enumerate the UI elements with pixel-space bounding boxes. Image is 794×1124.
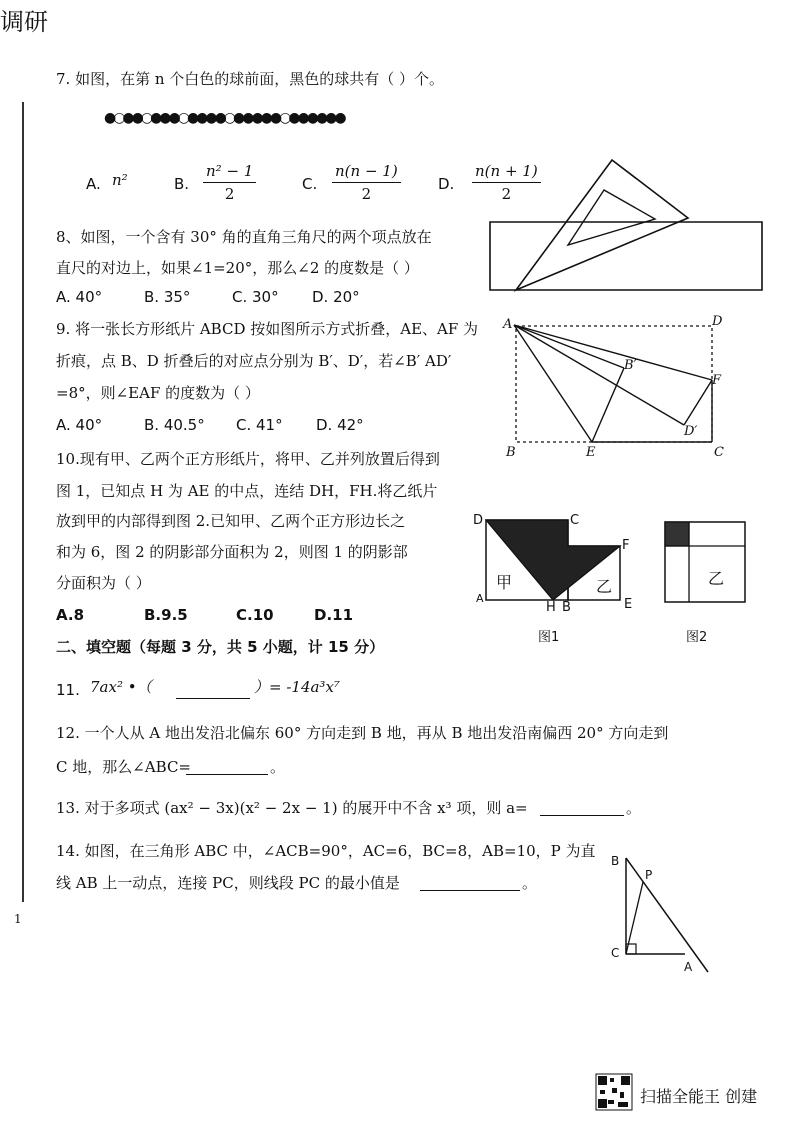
q14-end: 。 bbox=[522, 874, 538, 892]
q10-fig1-label-yi: 乙 bbox=[596, 577, 613, 596]
q10-fig1-caption: 图1 bbox=[538, 630, 560, 645]
q10-fig1-label-D: D bbox=[473, 513, 484, 528]
q10-fig1-label-A: A bbox=[476, 592, 484, 605]
q14-line-1: 14. 如图，在三角形 ABC 中，∠ACB=90°，AC=6，BC=8，AB=10，P 为直 bbox=[56, 842, 596, 860]
q10-line-5: 分面积为（ ） bbox=[56, 574, 151, 592]
q9-option-b: B. 40.5° bbox=[144, 416, 205, 434]
q9-label-F: F bbox=[712, 373, 722, 388]
q9-label-D-prime: D′ bbox=[684, 424, 698, 439]
q10-fig1-label-B: B bbox=[562, 600, 571, 615]
q10-line-2: 图 1，已知点 H 为 AE 的中点，连结 DH，FH.将乙纸片 bbox=[56, 482, 438, 500]
q10-option-c: C.10 bbox=[236, 606, 274, 624]
q8-option-a: A. 40° bbox=[56, 288, 103, 306]
q9-label-B-prime: B′ bbox=[624, 358, 637, 373]
q11-number: 11. bbox=[56, 681, 80, 699]
q10-fig1-label-F: F bbox=[622, 538, 630, 553]
q10-fig2-caption: 图2 bbox=[686, 630, 708, 645]
q10-line-3: 放到甲的内部得到图 2.已知甲、乙两个正方形边长之 bbox=[56, 512, 406, 530]
q7-option-b-denominator: 2 bbox=[224, 185, 235, 203]
q7-option-d-label: D. bbox=[438, 175, 455, 193]
q10-fig1-label-H: H bbox=[546, 600, 556, 615]
q10-option-a: A.8 bbox=[56, 606, 85, 624]
q7-option-b-label: B. bbox=[174, 175, 190, 193]
header-corner-text: 调研 bbox=[0, 8, 48, 36]
q9-option-d: D. 42° bbox=[316, 416, 364, 434]
q7-option-d-numerator: n(n + 1) bbox=[472, 162, 541, 183]
q9-label-E: E bbox=[586, 445, 596, 460]
q7-stem: 7. 如图，在第 n 个白色的球前面，黑色的球共有（ ）个。 bbox=[56, 70, 445, 88]
q7-option-c-denominator: 2 bbox=[361, 185, 372, 203]
q9-label-C: C bbox=[714, 445, 724, 460]
q9-line-3: =8°，则∠EAF 的度数为（ ） bbox=[56, 384, 260, 402]
q7-option-a-expr: n² bbox=[112, 171, 128, 189]
q9-label-A: A bbox=[503, 317, 513, 332]
q10-fig1-label-E: E bbox=[624, 597, 633, 612]
q8-option-c: C. 30° bbox=[232, 288, 279, 306]
q9-label-D: D bbox=[712, 314, 723, 329]
q13-end: 。 bbox=[626, 799, 642, 817]
q8-line-1: 8、如图，一个含有 30° 角的直角三角尺的两个项点放在 bbox=[56, 228, 432, 246]
q10-fig2-label-yi: 乙 bbox=[708, 569, 725, 588]
q7-option-c-label: C. bbox=[302, 175, 318, 193]
q10-fig1-label-C: C bbox=[570, 513, 580, 528]
q8-option-d: D. 20° bbox=[312, 288, 360, 306]
q11-expr-right: ）= -14a³x⁷ bbox=[254, 678, 340, 696]
q14-label-P: P bbox=[645, 868, 653, 882]
q10-option-b: B.9.5 bbox=[144, 606, 188, 624]
q9-option-a: A. 40° bbox=[56, 416, 103, 434]
q7-option-a-label: A. bbox=[86, 175, 101, 193]
q9-option-c: C. 41° bbox=[236, 416, 283, 434]
q12-line-1: 12. 一个人从 A 地出发沿北偏东 60° 方向走到 B 地，再从 B 地出发沿南偏西 20° 方向走到 bbox=[56, 724, 669, 742]
watermark-text: 扫描全能王 创建 bbox=[640, 1087, 758, 1106]
q7-option-b-numerator: n² − 1 bbox=[203, 162, 256, 183]
q8-option-b: B. 35° bbox=[144, 288, 191, 306]
q9-label-B: B bbox=[506, 445, 516, 460]
q10-line-1: 10.现有甲、乙两个正方形纸片，将甲、乙并列放置后得到 bbox=[56, 450, 440, 468]
q14-line-2: 线 AB 上一动点，连接 PC，则线段 PC 的最小值是 bbox=[56, 874, 400, 892]
q11-expr-left: 7ax² •（ bbox=[90, 678, 152, 696]
q12-line-2: C 地，那么∠ABC= bbox=[56, 758, 191, 776]
q10-option-d: D.11 bbox=[314, 606, 354, 624]
q7-option-d-denominator: 2 bbox=[501, 185, 512, 203]
q7-option-c-numerator: n(n − 1) bbox=[332, 162, 401, 183]
q14-label-C: C bbox=[611, 946, 620, 960]
q10-fig1-label-jia: 甲 bbox=[496, 573, 513, 592]
section-2-title: 二、填空题（每题 3 分，共 5 小题，计 15 分） bbox=[56, 638, 385, 656]
q7-ball-row: ●○●●○●●●○●●●●○●●●●●○●●●●●● bbox=[104, 110, 344, 126]
q14-label-A: A bbox=[684, 960, 693, 974]
margin-page-number: 1 bbox=[14, 912, 22, 926]
q8-line-2: 直尺的对边上，如果∠1=20°，那么∠2 的度数是（ ） bbox=[56, 259, 419, 277]
q10-line-4: 和为 6，图 2 的阴影部分面积为 2，则图 1 的阴影部 bbox=[56, 543, 408, 561]
q12-end: 。 bbox=[270, 758, 286, 776]
q14-label-B: B bbox=[611, 854, 620, 868]
q9-line-1: 9. 将一张长方形纸片 ABCD 按如图所示方式折叠，AE、AF 为 bbox=[56, 320, 479, 338]
q9-line-2: 折痕，点 B、D 折叠后的对应点分别为 B′、D′，若∠B′ AD′ bbox=[56, 352, 452, 370]
q13-text: 13. 对于多项式 (ax² − 3x)(x² − 2x − 1) 的展开中不含 x³ 项，则 a= bbox=[56, 799, 528, 817]
